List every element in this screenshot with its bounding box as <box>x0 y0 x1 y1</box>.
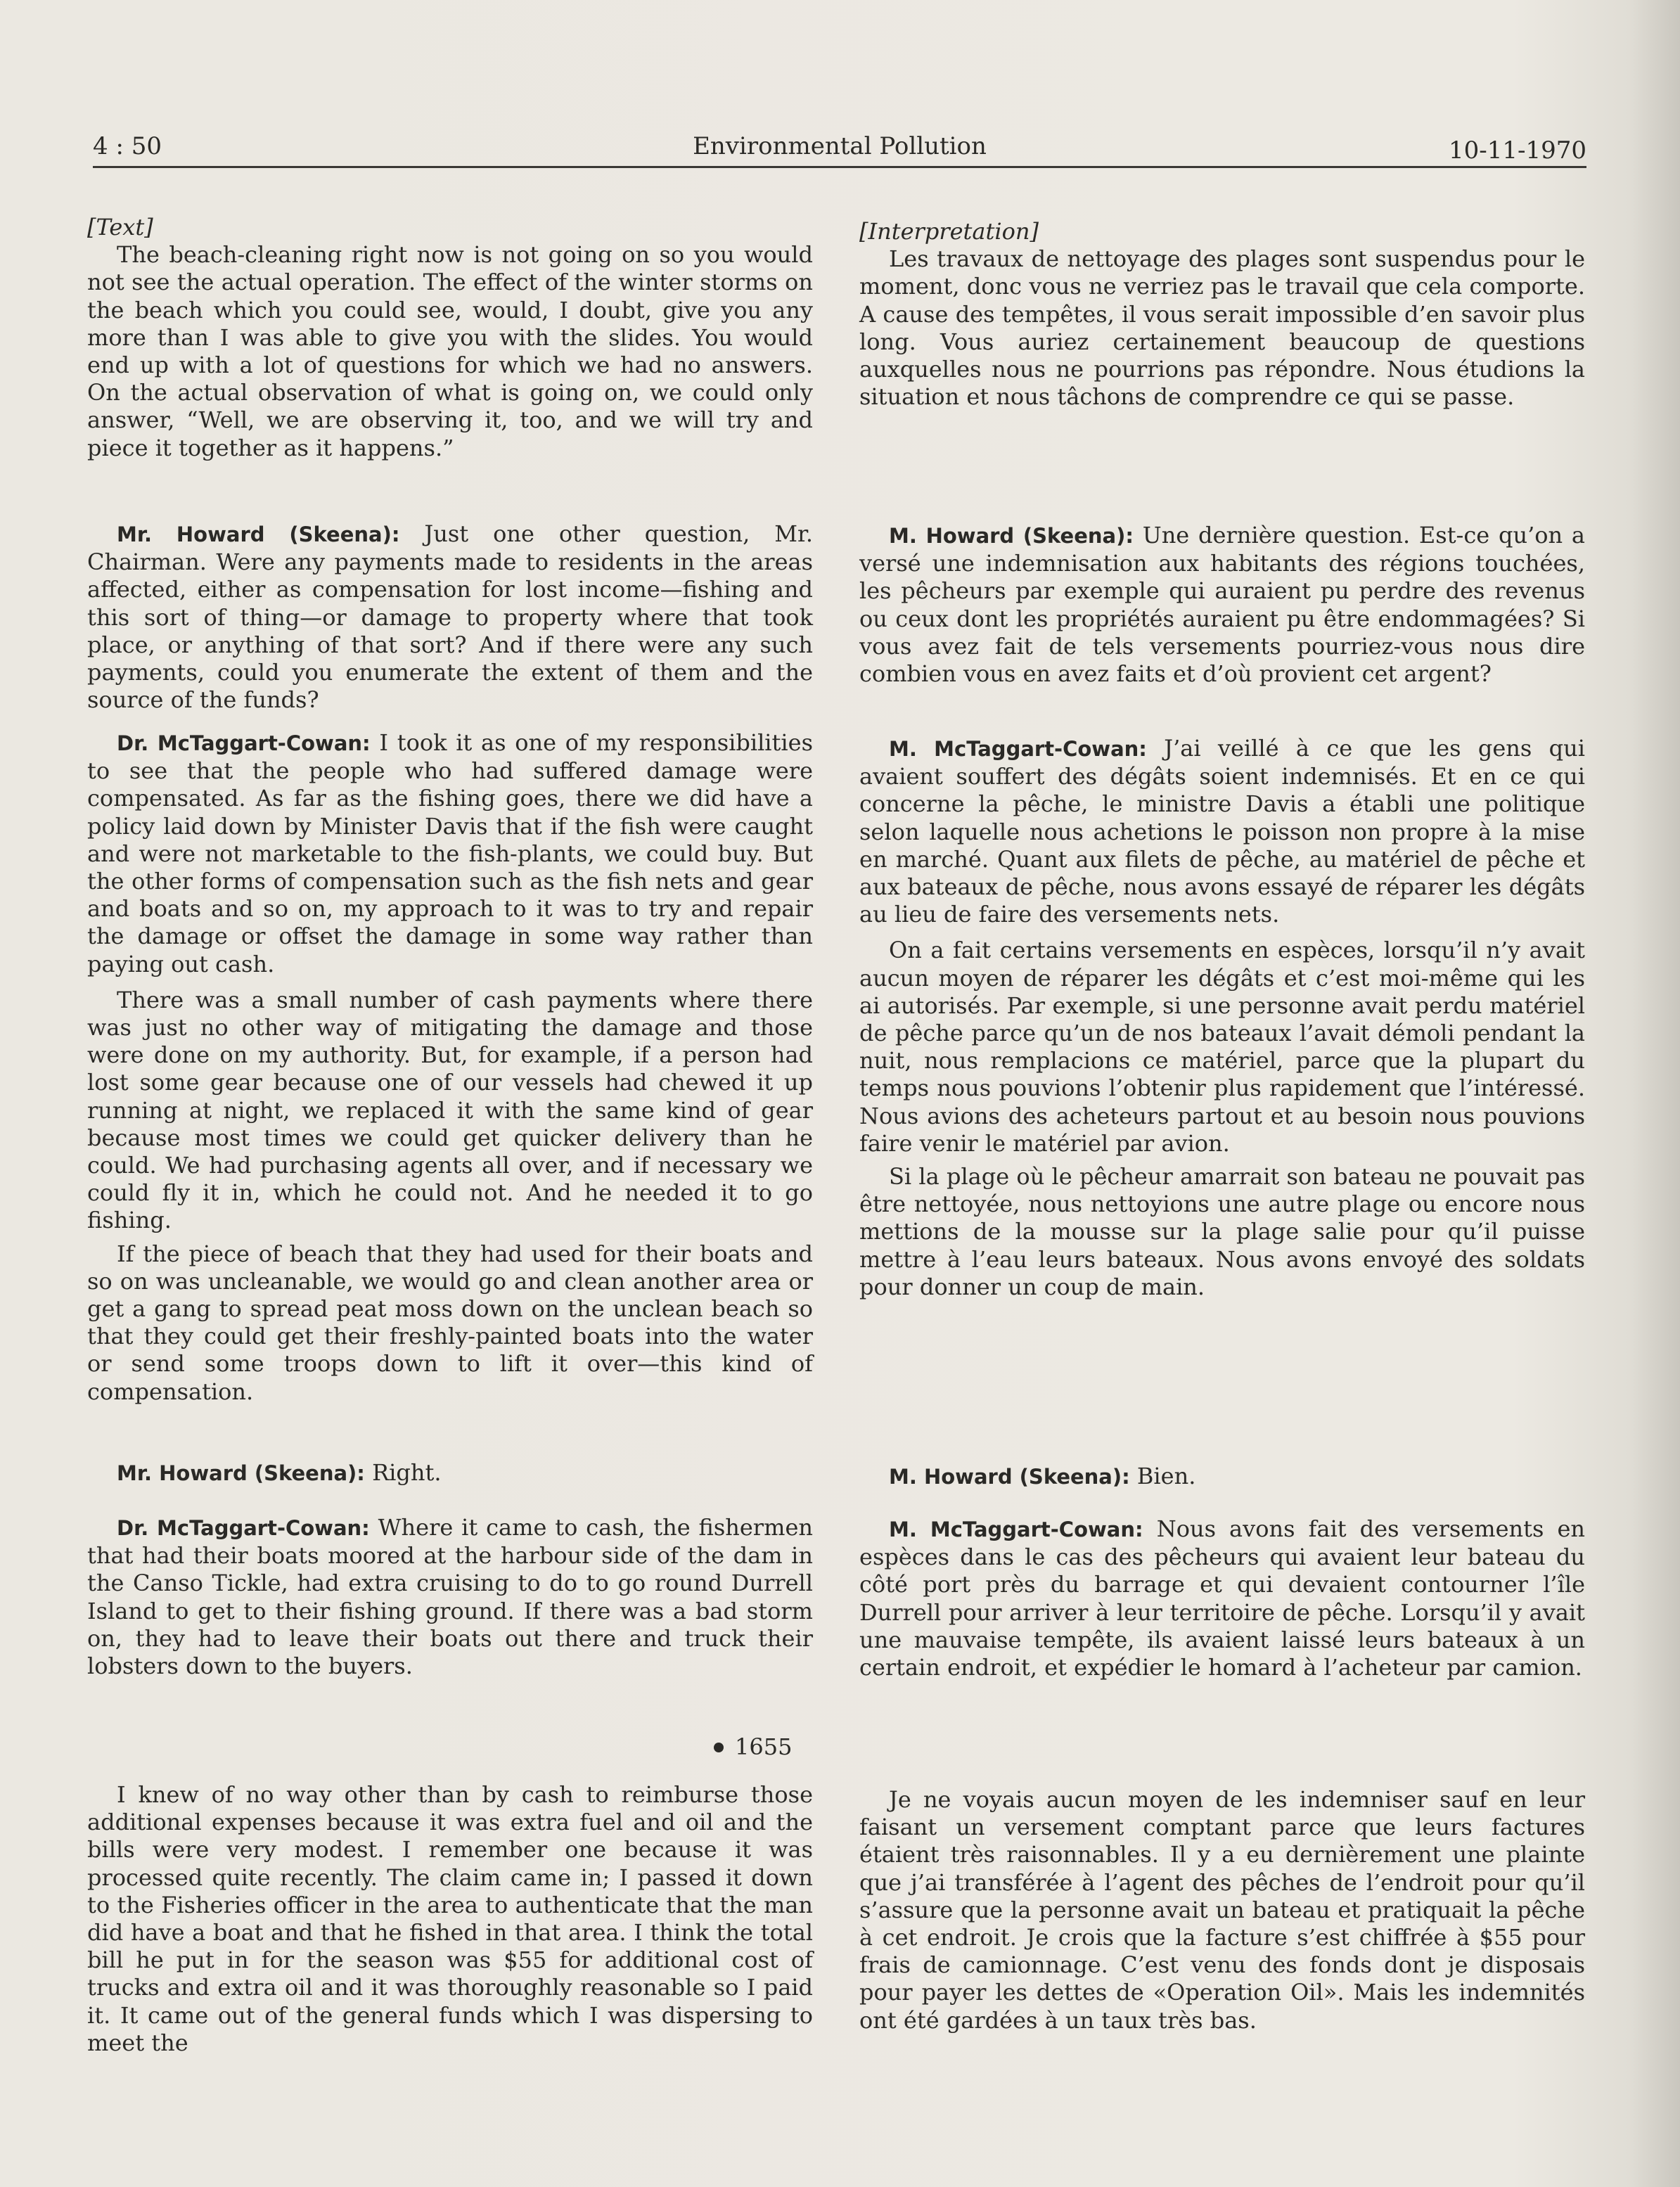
left-column-top <box>87 214 813 462</box>
right-speech-4 <box>859 1515 1585 1681</box>
speaker-name: Mr. Howard (Skeena): <box>117 1461 365 1485</box>
page-title: Environmental Pollution <box>693 132 987 160</box>
sequence-marker <box>714 1733 792 1760</box>
paragraph: Je ne voyais aucun moyen de les indemniser sauf en leur faisant un versement comptant parce que leurs factures étaient très raisonnables. Il y a eu dernièrement une plainte que j’ai transférée à l’agent des pêches de l’endroit pour qu’il s’assure que la personne avait un bateau et pratiquait la pêche à cet endroit. Je crois que la facture s’est chiffrée à $55 pour frais de camionnage. C’est venu des fonds dont je disposais pour payer les dettes de «Operation Oil». Mais les indemnités ont été gardées à un taux très bas. <box>859 1786 1585 2034</box>
right-speech-3 <box>859 1463 1585 1491</box>
speaker-name: Dr. McTaggart-Cowan: <box>117 1516 370 1540</box>
speaker-name: M. Howard (Skeena): <box>889 1465 1130 1489</box>
page-header <box>93 132 1586 163</box>
speech-text: Right. <box>364 1459 442 1486</box>
right-column-bottom <box>859 1786 1585 2034</box>
speech-text: Nous avons fait des versements en espèces dans le cas des pêcheurs qui avaient leur bateau du côté port près du barrage et qui devaient contourner l’île Durrell pour arriver à leur territoire de pêche. Lorsqu’il y avait une mauvaise tempête, ils avaient laissé leurs bateaux à un certain endroit, et expédier le homard à l’acheteur par camion. <box>859 1515 1585 1681</box>
page-date: 10-11-1970 <box>1448 136 1586 165</box>
left-speech-1 <box>87 520 813 714</box>
bullet-dot-icon <box>714 1743 724 1752</box>
header-rule <box>93 166 1586 168</box>
text-label: [Text] <box>87 214 153 240</box>
right-speech-2 <box>859 735 1585 1301</box>
speaker-name: Dr. McTaggart-Cowan: <box>117 731 371 755</box>
paragraph: Si la plage où le pêcheur amarrait son bateau ne pouvait pas être nettoyée, nous nettoyions une autre plage ou encore nous mettions de la mousse sur la plage salie pour qu’il puisse mettre à l’eau leurs bateaux. Nous avons envoyé des soldats pour donner un coup de main. <box>859 1163 1585 1300</box>
speaker-name: M. Howard (Skeena): <box>889 524 1134 548</box>
speech-text: Bien. <box>1129 1463 1196 1489</box>
paragraph: There was a small number of cash payments where there was just no other way of mitigating the damage and those were done on my authority. But, for example, if a person had lost some gear because one of our vessels had chewed it up running at night, we replaced it with the same kind of gear because most times we could get quicker delivery than he could. We had purchasing agents all over, and if necessary we could fly it in, which he could not. And he needed it to go fishing. <box>87 986 813 1234</box>
speech-text: Just one other question, Mr. Chairman. Were any payments made to residents in the areas affected, either as compensation for lost income—fishing and this sort of thing—or damage to property where that took place, or anything of that sort? And if there were any such payments, could you enumerate the extent of them and the source of the funds? <box>87 520 813 714</box>
paragraph: Les travaux de nettoyage des plages sont suspendus pour le moment, donc vous ne verriez pas le travail que cela comporte. A cause des tempêtes, il vous serait impossible d’en savoir plus long. Vous auriez certainement beaucoup de questions auxquelles nous ne pourrions pas répondre. Nous étudions la situation et nous tâchons de comprendre ce qui se passe. <box>859 245 1585 411</box>
left-speech-4 <box>87 1514 813 1680</box>
left-speech-2 <box>87 729 813 1406</box>
speech-text: J’ai veillé à ce que les gens qui avaient souffert des dégâts soient indemnisés. Et en ce qui concerne la pêche, le ministre Davis a établi une politique selon laquelle nous achetions le poisson non propre à la mise en marché. Quant aux filets de pêche, au matériel de pêche et aux bateaux de pêche, nous avons essayé de réparer les dégâts au lieu de faire des versements nets. <box>859 735 1585 928</box>
paragraph: If the piece of beach that they had used for their boats and so on was uncleanable, we would go and clean another area or get a gang to spread peat moss down on the unclean beach so that they could get their freshly-painted boats into the water or send some troops down to lift it over—this kind of compensation. <box>87 1240 813 1405</box>
speech-text: Where it came to cash, the fishermen that had their boats moored at the harbour side of the dam in the Canso Tickle, had extra cruising to do to go round Durrell Island to get to their fishing ground. If there was a bad storm on, they had to leave their boats out there and truck their lobsters down to the buyers. <box>87 1514 813 1680</box>
right-speech-1 <box>859 522 1585 688</box>
speech-text: Une dernière question. Est-ce qu’on a versé une indemnisation aux habitants des régions touchées, les pêcheurs par exemple qui auraient pu perdre des revenus ou ceux dont les propriétés auraient pu être endommagées? Si vous avez fait de tels versements pourriez-vous nous dire combien vous en avez faits et d’où provient cet argent? <box>859 522 1586 688</box>
left-speech-3 <box>87 1459 813 1487</box>
page-number: 4 : 50 <box>93 132 162 160</box>
speaker-name: M. McTaggart-Cowan: <box>889 737 1147 761</box>
speaker-name: Mr. Howard (Skeena): <box>117 522 400 546</box>
speaker-name: M. McTaggart-Cowan: <box>889 1518 1143 1541</box>
speech-text: I took it as one of my responsibilities to see that the people who had suffered damage were compensated. As far as the fishing goes, there we did have a policy laid down by Minister Davis that if the fish were caught and were not marketable to the fish-plants, we could buy. But the other forms of compensation such as the fish nets and gear and boats and so on, my approach to it was to try and repair the damage or offset the damage in some way rather than paying out cash. <box>87 729 813 977</box>
interpretation-label: [Interpretation] <box>859 218 1039 245</box>
paragraph: I knew of no way other than by cash to reimburse those additional expenses because it was extra fuel and oil and the bills were very modest. I remember one because it was processed quite recently. The claim came in; I passed it down to the Fisheries officer in the area to authenticate that the man did have a boat and that he fished in that area. I think the total bill he put in for the season was $55 for additional cost of trucks and extra oil and it was thoroughly reasonable so I paid it. It came out of the general funds which I was dispersing to meet the <box>87 1781 813 2056</box>
left-column-bottom <box>87 1781 813 2057</box>
right-column-top <box>859 218 1585 411</box>
paragraph: On a fait certains versements en espèces, lorsqu’il n’y avait aucun moyen de réparer les dégâts et c’est moi-même qui les ai autorisés. Par exemple, si une personne avait perdu matériel de pêche parce qu’un de nos bateaux l’avait démoli pendant la nuit, nous remplacions ce matériel, parce que la plupart du temps nous pouvions l’obtenir plus rapidement que l’intéressé. Nous avions des acheteurs partout et au besoin nous pouvions faire venir le matériel par avion. <box>859 937 1585 1157</box>
marker-number: 1655 <box>735 1733 793 1760</box>
paragraph: The beach-cleaning right now is not going on so you would not see the actual operation. The effect of the winter storms on the beach which you could see, would, I doubt, give you any more than I was able to give you with the slides. You would end up with a lot of questions for which we had no answers. On the actual observation of what is going on, we could only answer, “Well, we are observing it, too, and we will try and piece it together as it happens.” <box>87 241 813 461</box>
